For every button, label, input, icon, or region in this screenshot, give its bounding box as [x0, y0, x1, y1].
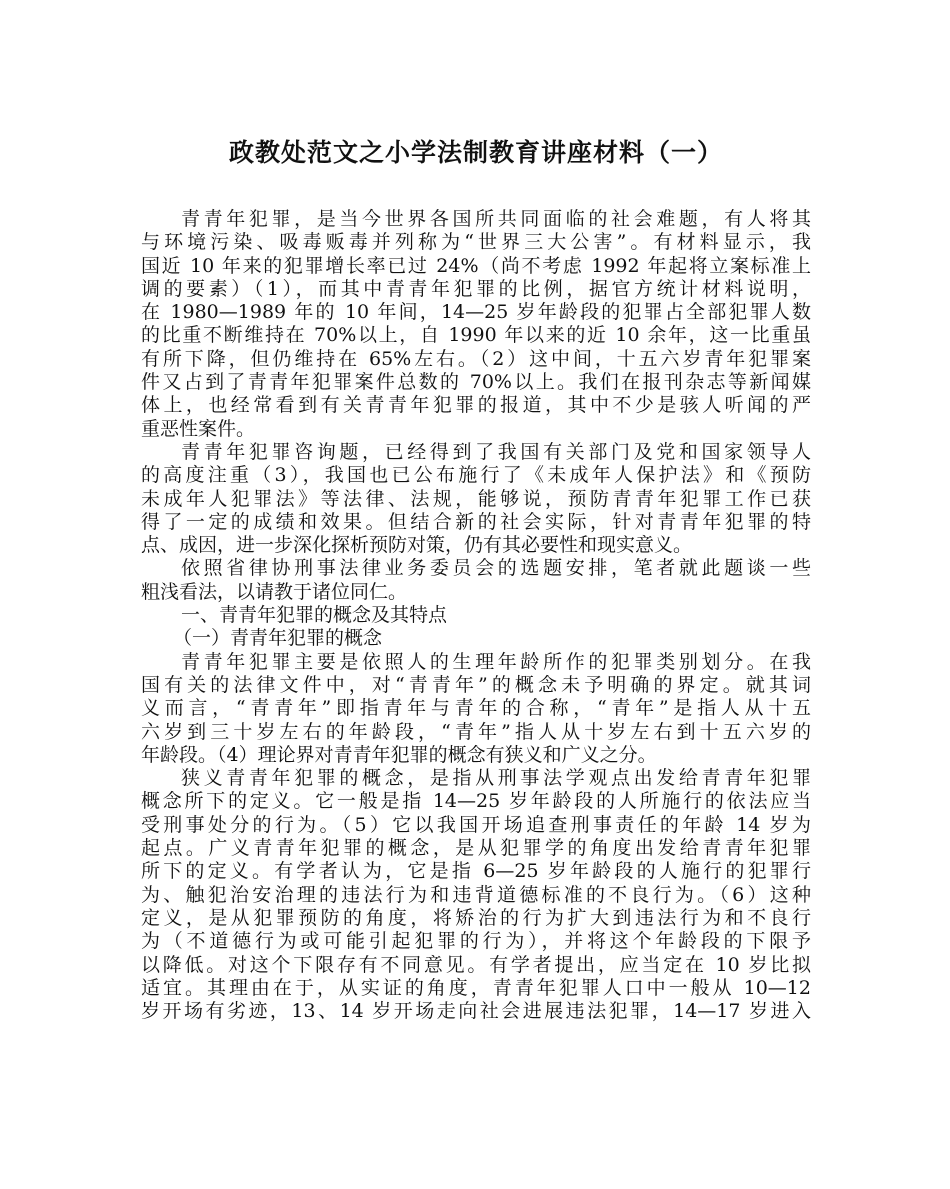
- text-line: 义而言，“青青年”即指青年与青年的合称，“青年”是指人从十五: [141, 697, 811, 720]
- text-line: 概念所下的定义。它一般是指 14—25 岁年龄段的人所施行的依法应当: [141, 790, 811, 813]
- text-line: 所下的定义。有学者认为，它是指 6—25 岁年龄段的人施行的犯罪行: [141, 860, 811, 883]
- text-line: 为、触犯治安治理的违法行为和违背道德标准的不良行为。（6）这种: [141, 883, 811, 906]
- text-line: 未成年人犯罪法》等法律、法规，能够说，预防青青年犯罪工作已获: [141, 487, 811, 510]
- text-line: 起点。广义青青年犯罪的概念，是从犯罪学的角度出发给青青年犯罪: [141, 837, 811, 860]
- text-line: 的高度注重（3），我国也已公布施行了《未成年人保护法》和《预防: [141, 464, 811, 487]
- text-line: 青青年犯罪主要是依照人的生理年龄所作的犯罪类别划分。在我: [181, 650, 811, 673]
- text-line: 定义，是从犯罪预防的角度，将矫治的行为扩大到违法行为和不良行: [141, 906, 811, 929]
- text-line: 以降低。对这个下限存有不同意见。有学者提出，应当定在 10 岁比拟: [141, 953, 811, 976]
- text-line: 得了一定的成绩和效果。但结合新的社会实际，针对青青年犯罪的特: [141, 510, 811, 533]
- text-line: 岁开场有劣迹，13、14 岁开场走向社会进展违法犯罪，14—17 岁进入: [141, 1000, 811, 1023]
- text-line: 六岁到三十岁左右的年龄段，“青年”指人从十岁左右到十五六岁的: [141, 720, 811, 743]
- text-line: 国近 10 年来的犯罪增长率已过 24%（尚不考虑 1992 年起将立案标准上: [141, 254, 811, 277]
- text-line: 粗浅看法，以请教于诸位同仁。: [141, 580, 408, 603]
- text-line: 在 1980—1989 年的 10 年间，14—25 岁年龄段的犯罪占全部犯罪人数: [141, 301, 811, 324]
- text-line: 的比重不断维持在 70%以上，自 1990 年以来的近 10 余年，这一比重虽: [141, 324, 811, 347]
- text-line: 件又占到了青青年犯罪案件总数的 70%以上。我们在报刊杂志等新闻媒: [141, 371, 811, 394]
- text-line: 适宜。其理由在于，从实证的角度，青青年犯罪人口中一般从 10—12: [141, 976, 811, 999]
- text-line: 国有关的法律文件中，对“青青年”的概念未予明确的界定。就其词: [141, 673, 811, 696]
- text-line: 有所下降，但仍维持在 65%左右。（2）这中间，十五六岁青年犯罪案: [141, 347, 811, 370]
- text-line: 与环境污染、吸毒贩毒并列称为“世界三大公害”。有材料显示，我: [141, 231, 811, 254]
- section-heading: （一）青青年犯罪的概念: [173, 627, 383, 650]
- document-body: [141, 208, 811, 1023]
- text-line: 受刑事处分的行为。（5）它以我国开场追查刑事责任的年龄 14 岁为: [141, 813, 811, 836]
- text-line: 年龄段。（4）理论界对青青年犯罪的概念有狭义和广义之分。: [141, 743, 657, 766]
- text-line: 青青年犯罪咨询题，已经得到了我国有关部门及党和国家领导人: [181, 440, 811, 463]
- text-line: 调的要素）（1），而其中青青年犯罪的比例，据官方统计材料说明，: [141, 277, 811, 300]
- text-line: 依照省律协刑事法律业务委员会的选题安排，笔者就此题谈一些: [181, 557, 811, 580]
- text-line: 狭义青青年犯罪的概念，是指从刑事法学观点出发给青青年犯罪: [181, 767, 811, 790]
- text-line: 体上，也经常看到有关青青年犯罪的报道，其中不少是骇人听闻的严: [141, 394, 811, 417]
- document-title: 政教处范文之小学法制教育讲座材料（一）: [228, 138, 723, 167]
- text-line: 青青年犯罪，是当今世界各国所共同面临的社会难题，有人将其: [181, 208, 811, 230]
- text-line: 重恶性案件。: [141, 417, 256, 440]
- section-heading: 一、青青年犯罪的概念及其特点: [181, 604, 448, 627]
- text-line: 点、成因，进一步深化探析预防对策，仍有其必要性和现实意义。: [141, 534, 693, 557]
- text-line: 为（不道德行为或可能引起犯罪的行为），并将这个年龄段的下限予: [141, 930, 811, 953]
